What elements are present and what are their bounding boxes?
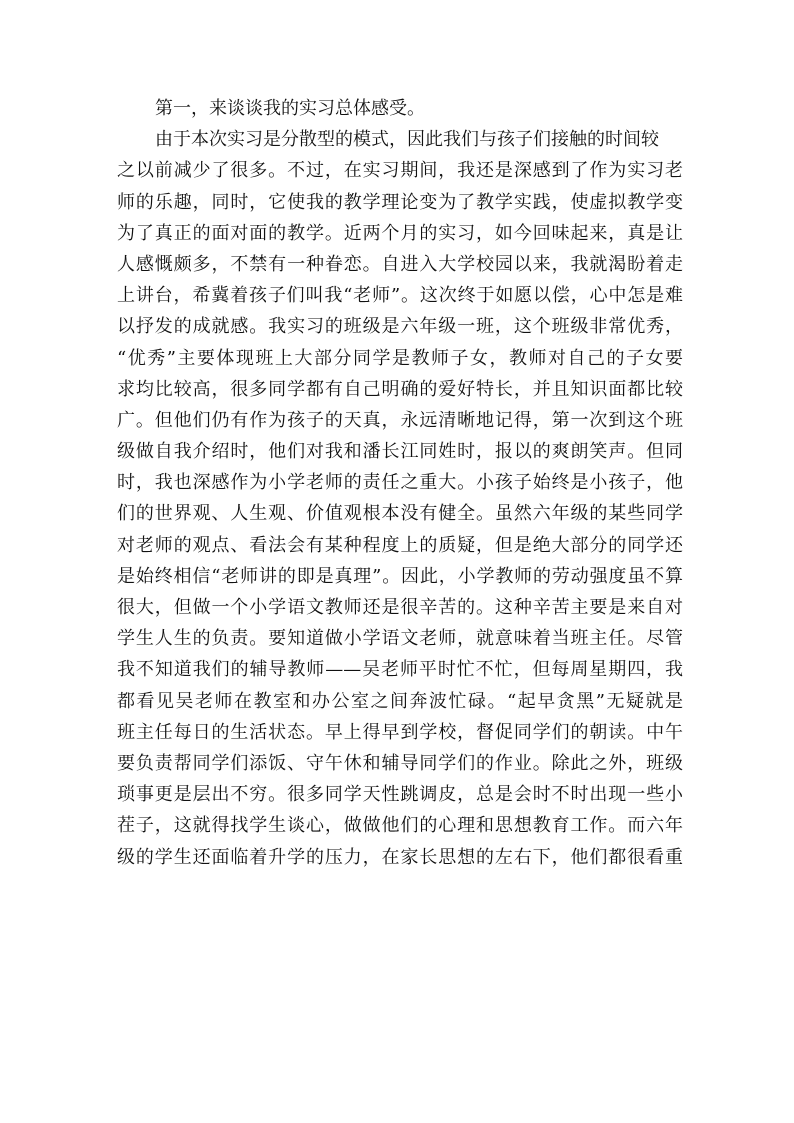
paragraph-line: 师的乐趣，同时，它使我的教学理论变为了教学实践，使虚拟教学变 xyxy=(117,191,683,213)
paragraph-line: 级的学生还面临着升学的压力，在家长思想的左右下，他们都很看重 xyxy=(117,846,683,868)
paragraph-line: 对老师的观点、看法会有某种程度上的质疑，但是绝大部分的同学还 xyxy=(117,534,683,556)
paragraph-line: 我不知道我们的辅导教师——吴老师平时忙不忙，但每周星期四，我 xyxy=(117,659,683,681)
paragraph-line: 为了真正的面对面的教学。近两个月的实习，如今回味起来，真是让 xyxy=(117,222,683,244)
paragraph-line: 广。但他们仍有作为孩子的天真，永远清晰地记得，第一次到这个班 xyxy=(117,409,683,431)
paragraph-line: 学生人生的负责。要知道做小学语文老师，就意味着当班主任。尽管 xyxy=(117,628,683,650)
paragraph-line: 求均比较高，很多同学都有自己明确的爱好特长，并且知识面都比较 xyxy=(117,378,683,400)
paragraph-line: 都看见吴老师在教室和办公室之间奔波忙碌。“起早贪黑”无疑就是 xyxy=(117,690,683,712)
paragraph-line: 要负责帮同学们添饭、守午休和辅导同学们的作业。除此之外，班级 xyxy=(117,752,683,774)
paragraph-line: 茬子，这就得找学生谈心，做做他们的心理和思想教育工作。而六年 xyxy=(117,815,683,837)
body-text xyxy=(117,93,683,873)
paragraph-line: 以抒发的成就感。我实习的班级是六年级一班，这个班级非常优秀， xyxy=(117,316,683,338)
paragraph-line: 级做自我介绍时，他们对我和潘长江同姓时，报以的爽朗笑声。但同 xyxy=(117,441,683,463)
paragraph-line: 班主任每日的生活状态。早上得早到学校，督促同学们的朝读。中午 xyxy=(117,721,683,743)
paragraph-line: 琐事更是层出不穷。很多同学天性跳调皮，总是会时不时出现一些小 xyxy=(117,784,683,806)
paragraph-line: 很大，但做一个小学语文教师还是很辛苦的。这种辛苦主要是来自对 xyxy=(117,597,683,618)
section-heading-line: 第一，来谈谈我的实习总体感受。 xyxy=(155,98,425,119)
paragraph-line: 由于本次实习是分散型的模式，因此我们与孩子们接触的时间较 xyxy=(155,129,659,151)
paragraph-line: “优秀”主要体现班上大部分同学是教师子女，教师对自己的子女要 xyxy=(117,347,683,369)
paragraph-line: 时，我也深感作为小学老师的责任之重大。小孩子始终是小孩子，他 xyxy=(117,472,683,494)
paragraph-line: 们的世界观、人生观、价值观根本没有健全。虽然六年级的某些同学 xyxy=(117,503,683,525)
paragraph-line: 是始终相信“老师讲的即是真理”。因此，小学教师的劳动强度虽不算 xyxy=(117,565,683,587)
paragraph-line: 上讲台，希冀着孩子们叫我“老师”。这次终于如愿以偿，心中怎是难 xyxy=(117,285,683,307)
paragraph-line: 人感慨颇多，不禁有一种眷恋。自进入大学校园以来，我就渴盼着走 xyxy=(117,253,683,275)
paragraph-line: 之以前减少了很多。不过，在实习期间，我还是深感到了作为实习老 xyxy=(117,160,683,182)
